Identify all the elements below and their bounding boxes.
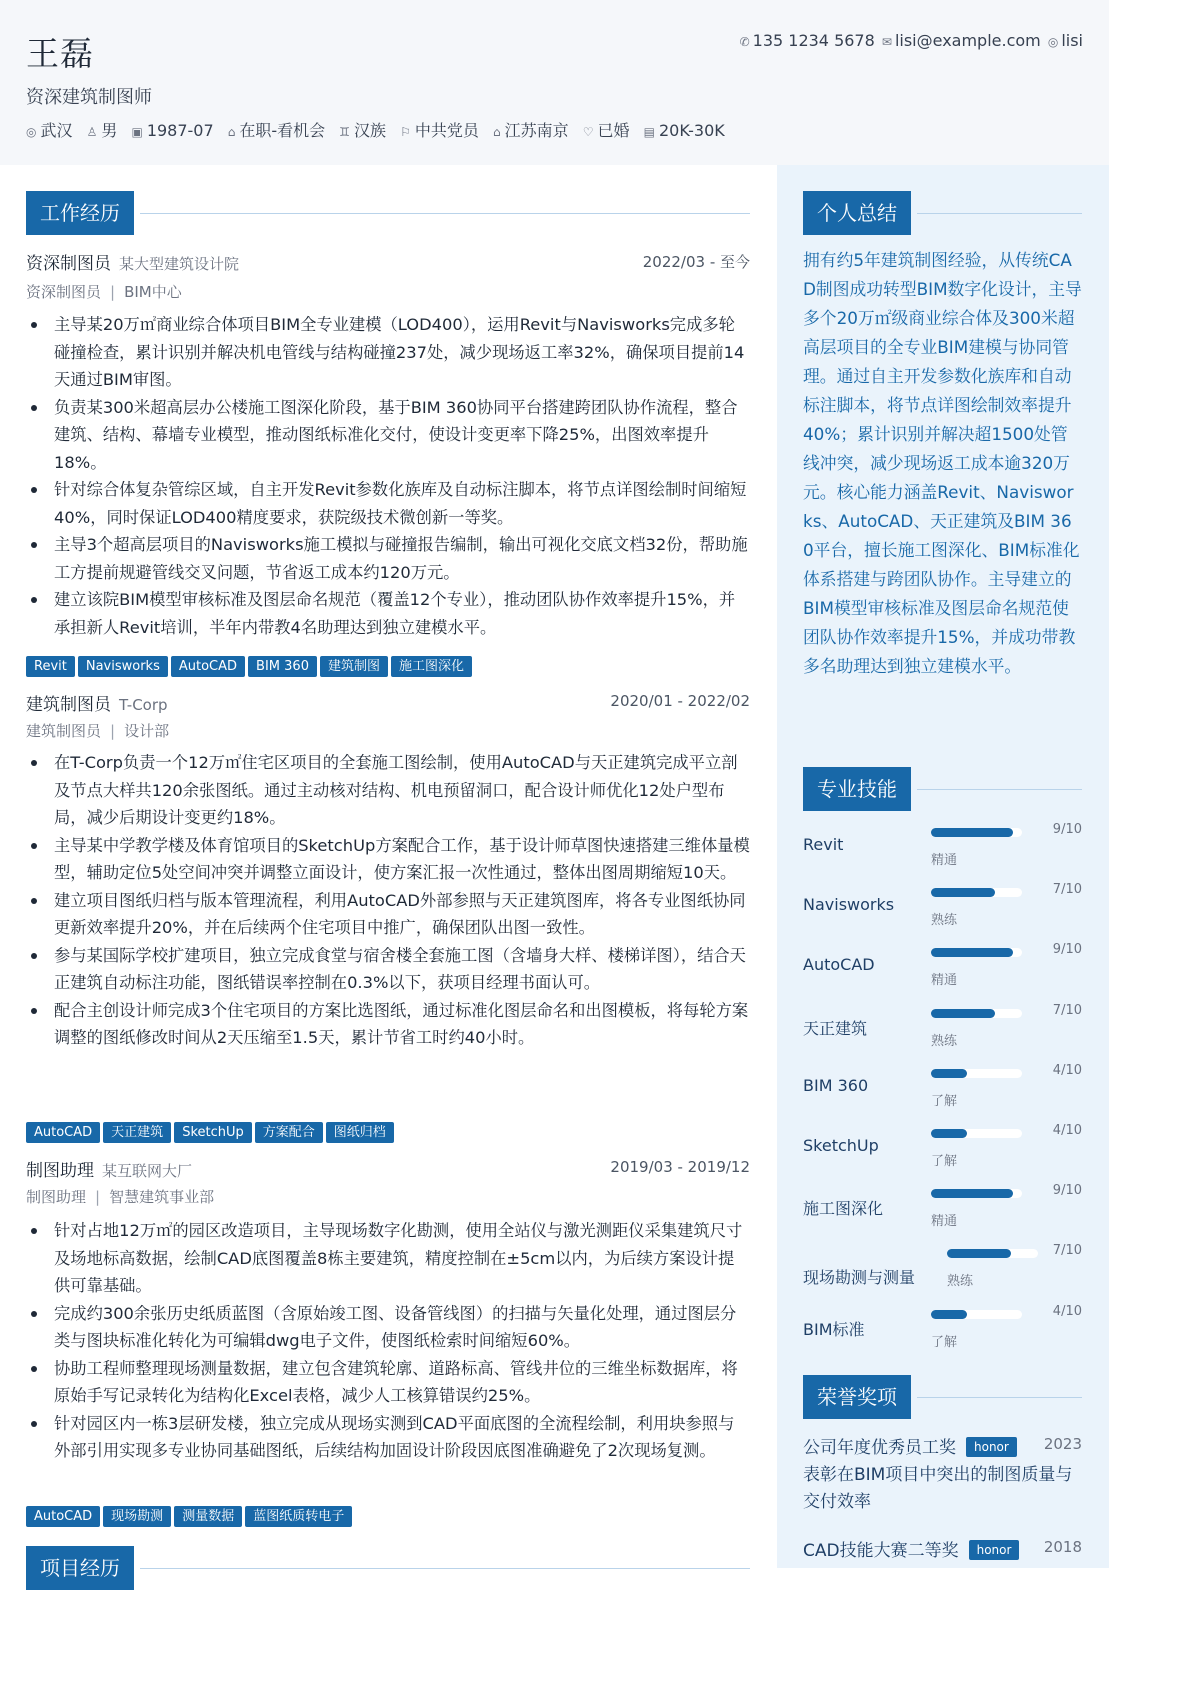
list-item: 在T-Corp负责一个12万㎡住宅区项目的全套施工图绘制，使用AutoCAD与天正建筑完成平立剖及节点大样共120余张图纸。通过主动核对结构、机电预留洞口，配合设计师优化12处户型布局，减少后期设计变更约18%。 (26, 749, 750, 832)
job-position: 建筑制图员 (26, 722, 102, 740)
skill-score: 9/10 (1052, 822, 1082, 837)
info-gender: ♙ 男 (86, 121, 118, 140)
job-bullets (26, 311, 750, 641)
summary-text: 拥有约5年建筑制图经验，从传统CAD制图成功转型BIM数字化设计，主导多个20万㎡级商业综合体及300米超高层项目的全专业BIM建模与协同管理。通过自主开发参数化族库和自动标注脚本，将节点详图绘制效率提升40%；累计识别并解决超1500处管线冲突，减少现场返工成本逾320万元。核心能力涵盖Revit、Navisworks、AutoCAD、天正建筑及BIM 360平台，擅长施工图深化、BIM标准化体系搭建与跨团队协作。主导建立的BIM模型审核标准及图层命名规范使团队协作效率提升15%，并成功带教多名助理达到独立建模水平。 (803, 250, 1082, 676)
location-icon: ◎ (26, 125, 37, 139)
list-item: 建立项目图纸归档与版本管理流程，利用AutoCAD外部参照与天正建筑图库，将各专业图纸协同更新效率提升20%，并在后续两个住宅项目中推广，确保团队出图一致性。 (26, 887, 750, 942)
skill-bar-track (931, 888, 1022, 897)
skill-bar-fill (931, 948, 1013, 957)
skill-bar-track (931, 1310, 1022, 1319)
job-position: 制图助理 (26, 1188, 87, 1206)
home-icon: ⌂ (493, 125, 501, 139)
skill-tags (26, 1505, 355, 1527)
tag: SketchUp (174, 1122, 252, 1143)
phone-number[interactable]: 135 1234 5678 (752, 31, 875, 50)
skill-item (803, 942, 1082, 1002)
list-item: 主导3个超高层项目的Navisworks施工模拟与碰撞报告编制，输出可视化交底文档32份，帮助施工方提前规避管线交叉问题，节省返工成本约120万元。 (26, 531, 750, 586)
skill-bar-fill (931, 1310, 967, 1319)
job-dept: BIM中心 (124, 283, 182, 301)
tag: BIM 360 (248, 656, 317, 677)
contact-info (738, 31, 1083, 50)
tag: 测量数据 (174, 1506, 242, 1527)
skill-bar-fill (931, 888, 995, 897)
resume-header (0, 0, 1109, 165)
phone-icon: ✆ (739, 35, 750, 49)
tag: Revit (26, 656, 75, 677)
job-header (26, 1156, 750, 1180)
honor-name: 公司年度优秀员工奖 (803, 1438, 956, 1458)
job-position-line: 制图助理 | 智慧建筑事业部 (26, 1188, 215, 1206)
skill-level: 精通 (931, 973, 958, 989)
section-title: 工作经历 (26, 191, 134, 235)
job-position-line: 建筑制图员 | 设计部 (26, 722, 170, 740)
skill-tags (26, 655, 475, 677)
section-divider (140, 1568, 750, 1569)
section-title: 专业技能 (803, 767, 911, 811)
job-bullets (26, 749, 750, 1052)
skill-bar-fill (931, 1009, 995, 1018)
section-title: 个人总结 (803, 191, 911, 235)
mail-icon: ✉ (881, 35, 892, 49)
skill-item (803, 1063, 1082, 1123)
honor-item (803, 1433, 1082, 1458)
briefcase-icon: ⌂ (227, 125, 236, 139)
info-salary: ▤ 20K-30K (643, 121, 725, 140)
job-date: 2020/01 - 2022/02 (610, 692, 750, 710)
skill-score: 4/10 (1052, 1062, 1082, 1078)
honor-badge: honor (966, 1437, 1017, 1457)
list-item: 主导某中学教学楼及体育馆项目的SketchUp方案配合工作，基于设计师草图快速搭建三维体量模型，辅助定位5处空间冲突并调整立面设计，使方案汇报一次性通过，整体出图周期缩短10天。 (26, 832, 750, 887)
skill-level: 熟练 (931, 1033, 958, 1049)
skill-bar-track (931, 948, 1022, 957)
skill-bar-fill (931, 1189, 1013, 1198)
info-hometown: ⌂ 江苏南京 (493, 121, 569, 140)
skill-item (803, 882, 1082, 942)
honor-name: CAD技能大赛二等奖 (803, 1541, 959, 1561)
skill-level: 精通 (931, 853, 958, 868)
section-honors (803, 1375, 1082, 1419)
list-item: 完成约300余张历史纸质蓝图（含原始竣工图、设备管线图）的扫描与矢量化处理，通过图层分类与图块标准化转化为可编辑dwg电子文件，使图纸检索时间缩短60%。 (26, 1300, 750, 1355)
skill-bar-fill (947, 1249, 1011, 1258)
skill-bar-track (931, 1009, 1022, 1018)
skill-item (803, 1183, 1082, 1243)
job-date: 2019/03 - 2019/12 (610, 1158, 750, 1176)
info-status: ⌂ 在职-看机会 (227, 121, 326, 140)
honor-badge: honor (969, 1540, 1020, 1560)
skill-item (803, 1123, 1082, 1183)
list-item: 参与某国际学校扩建项目，独立完成食堂与宿舍楼全套施工图（含墙身大样、楼梯详图），结合天正建筑自动标注功能，图纸错误率控制在0.3%以下，获项目经理书面认可。 (26, 942, 750, 997)
tag: 方案配合 (255, 1122, 323, 1143)
job-company: 某大型建筑设计院 (119, 255, 240, 273)
job-company: 某互联网大厂 (102, 1162, 193, 1180)
skill-bar-track (931, 1189, 1022, 1198)
job-role: 建筑制图员 (26, 695, 111, 715)
skill-name: Revit (803, 835, 844, 854)
skill-score: 7/10 (1052, 882, 1082, 898)
honor-year: 2018 (1043, 1538, 1082, 1556)
tag: 现场勘测 (103, 1506, 171, 1527)
tag: 天正建筑 (103, 1122, 171, 1143)
personal-info-row (26, 118, 734, 141)
honor-description: 表彰在BIM项目中突出的制图质量与交付效率 (803, 1465, 1073, 1512)
skill-level: 了解 (931, 1093, 958, 1109)
skill-score: 7/10 (1052, 1002, 1082, 1018)
skill-score: 4/10 (1052, 1303, 1082, 1319)
skill-score: 7/10 (1052, 1243, 1082, 1259)
section-divider (917, 213, 1082, 214)
tag: 图纸归档 (326, 1122, 394, 1143)
skill-level: 了解 (931, 1154, 958, 1169)
flag-icon: ⚐ (400, 125, 411, 139)
skill-bar-fill (931, 828, 1013, 837)
section-project-experience (26, 1546, 750, 1590)
job-position: 资深制图员 (26, 283, 102, 301)
list-item: 配合主创设计师完成3个住宅项目的方案比选图纸，通过标准化图层命名和出图模板，将每轮方案调整的图纸修改时间从2天压缩至1.5天，累计节省工时约40小时。 (26, 997, 750, 1052)
skill-level: 了解 (931, 1334, 958, 1350)
calendar-icon: ▣ (131, 125, 143, 139)
skill-name: BIM标准 (803, 1319, 865, 1339)
skill-bar-track (947, 1249, 1038, 1258)
skill-level: 熟练 (947, 1274, 974, 1290)
job-header (26, 249, 750, 273)
skill-score: 4/10 (1052, 1123, 1082, 1138)
skill-item (803, 822, 1082, 882)
section-divider (917, 1397, 1082, 1398)
skill-name: Navisworks (803, 895, 895, 915)
list-item: 建立该院BIM模型审核标准及图层命名规范（覆盖12个专业），推动团队协作效率提升15%，并承担新人Revit培训，半年内带教4名助理达到独立建模水平。 (26, 586, 750, 641)
tag: 施工图深化 (391, 656, 472, 677)
section-title: 荣誉奖项 (803, 1375, 911, 1419)
job-role: 制图助理 (26, 1161, 94, 1181)
job-bullets (26, 1217, 750, 1465)
job-date: 2022/03 - 至今 (642, 253, 750, 271)
list-item: 主导某20万㎡商业综合体项目BIM全专业建模（LOD400），运用Revit与Navisworks完成多轮碰撞检查，累计识别并解决机电管线与结构碰撞237处，减少现场返工率32%，确保项目提前14天通过BIM审图。 (26, 311, 750, 394)
skill-name: BIM 360 (803, 1075, 869, 1095)
skill-bar-fill (931, 1069, 967, 1078)
honor-year: 2023 (1043, 1435, 1082, 1453)
info-birth: ▣ 1987-07 (131, 121, 214, 140)
skill-bar-fill (931, 1129, 967, 1138)
skill-level: 熟练 (931, 913, 958, 929)
skill-bar-track (931, 1069, 1022, 1078)
job-role: 资深制图员 (26, 254, 111, 274)
job-dept: 智慧建筑事业部 (109, 1188, 215, 1206)
section-work-experience (26, 191, 750, 235)
skill-item (803, 1243, 1082, 1303)
job-dept: 设计部 (124, 722, 170, 740)
job-position-line: 资深制图员 | BIM中心 (26, 283, 182, 301)
info-ethnicity: ♊ 汉族 (339, 121, 387, 140)
tag: AutoCAD (26, 1122, 100, 1143)
list-item: 针对园区内一栋3层研发楼，独立完成从现场实测到CAD平面底图的全流程绘制，利用块参照与外部引用实现多专业协同基础图纸，后续结构加固设计阶段因底图准确避免了2次现场复测。 (26, 1410, 750, 1465)
skill-name: SketchUp (803, 1136, 879, 1155)
list-item: 负责某300米超高层办公楼施工图深化阶段，基于BIM 360协同平台搭建跨团队协作流程，整合建筑、结构、幕墙专业模型，推动图纸标准化交付，使设计变更率下降25%，出图效率提升18%。 (26, 394, 750, 477)
skill-score: 9/10 (1052, 1183, 1082, 1199)
section-summary (803, 191, 1082, 235)
skill-level: 精通 (931, 1214, 958, 1230)
tag: AutoCAD (171, 656, 245, 677)
salary-icon: ▤ (643, 125, 655, 139)
job-title: 资深建筑制图师 (26, 87, 152, 108)
skill-name: 施工图深化 (803, 1199, 884, 1219)
honor-item (803, 1536, 1082, 1561)
skill-item (803, 1003, 1082, 1063)
section-title: 项目经历 (26, 1546, 134, 1590)
skill-name: 现场勘测与测量 (803, 1268, 916, 1288)
person-icon: ♙ (86, 125, 98, 139)
list-item: 协助工程师整理现场测量数据，建立包含建筑轮廓、道路标高、管线井位的三维坐标数据库，将原始手写记录转化为结构化Excel表格，减少人工核算错误约25%。 (26, 1355, 750, 1410)
email-address[interactable]: lisi@example.com (894, 31, 1041, 50)
skill-bar-track (931, 1129, 1022, 1138)
section-divider (917, 789, 1082, 790)
list-item: 针对占地12万㎡的园区改造项目，主导现场数字化勘测，使用全站仪与激光测距仪采集建筑尺寸及场地标高数据，绘制CAD底图覆盖8栋主要建筑，精度控制在±5cm以内，为后续方案设计提供可靠基础。 (26, 1217, 750, 1300)
candidate-name: 王磊 (26, 34, 94, 73)
skill-bar-track (931, 828, 1022, 837)
skill-score: 9/10 (1052, 942, 1082, 958)
info-location: ◎ 武汉 (26, 121, 73, 140)
skill-name: AutoCAD (803, 955, 875, 975)
tag: 建筑制图 (320, 656, 388, 677)
info-marital: ♡ 已婚 (582, 121, 630, 140)
wechat-id: lisi (1061, 31, 1083, 50)
info-politics: ⚐ 中共党员 (400, 121, 479, 140)
job-company: T-Corp (119, 696, 168, 714)
people-icon: ♊ (339, 125, 351, 139)
wechat-icon: ◎ (1047, 35, 1059, 49)
job-header (26, 690, 750, 714)
section-divider (140, 213, 750, 214)
tag: Navisworks (78, 656, 168, 677)
skill-item (803, 1304, 1082, 1364)
heart-icon: ♡ (582, 125, 594, 139)
skill-tags (26, 1121, 397, 1143)
section-skills (803, 767, 1082, 811)
list-item: 针对综合体复杂管综区域，自主开发Revit参数化族库及自动标注脚本，将节点详图绘制时间缩短40%，同时保证LOD400精度要求，获院级技术微创新一等奖。 (26, 476, 750, 531)
tag: AutoCAD (26, 1506, 100, 1527)
tag: 蓝图纸质转电子 (245, 1506, 352, 1527)
skill-name: 天正建筑 (803, 1018, 868, 1038)
